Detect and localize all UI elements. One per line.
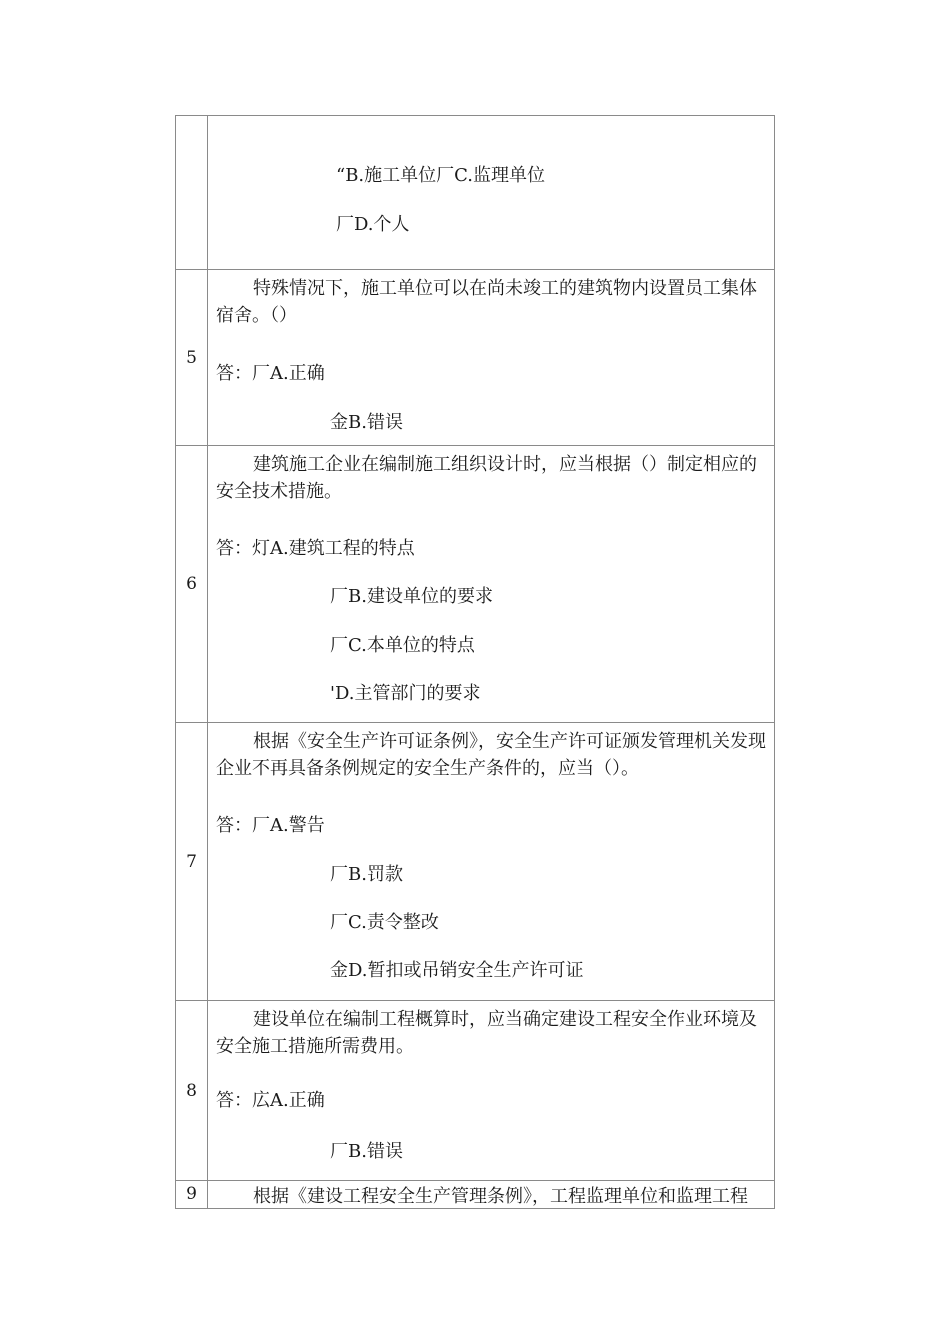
question-stem: 根据《建设工程安全生产管理条例》，工程监理单位和监理工程 (253, 1186, 748, 1207)
question-number: 9 (176, 1181, 208, 1209)
option-b: 厂B.建设单位的要求 (330, 586, 493, 607)
option-c: 厂C.责令整改 (330, 912, 439, 933)
question-cell (208, 270, 775, 446)
question-cell (208, 446, 775, 723)
question-stem: 特殊情况下，施工单位可以在尚未竣工的建筑物内设置员工集体宿舍。（） (216, 278, 757, 326)
option-b: 厂B.罚款 (330, 864, 403, 885)
question-stem: 根据《安全生产许可证条例》，安全生产许可证颁发管理机关发现企业不再具备条例规定的安全生产条件的，应当（）。 (216, 731, 766, 779)
option-d: 'D.主管部门的要求 (330, 683, 481, 704)
table-row (176, 1181, 775, 1209)
question-number: 7 (176, 723, 208, 1001)
option-d: 厂D.个人 (336, 214, 410, 235)
question-number: 5 (176, 270, 208, 446)
answer-option-a: 答：灯A.建筑工程的特点 (216, 538, 415, 559)
answer-option-a: 答：広A.正确 (216, 1090, 325, 1111)
option-c: 厂C.本单位的特点 (330, 635, 475, 656)
question-number: 8 (176, 1001, 208, 1181)
question-cell (208, 723, 775, 1001)
question-cell (208, 116, 775, 270)
table-row (176, 116, 775, 270)
question-cell (208, 1181, 775, 1209)
question-number: 6 (176, 446, 208, 723)
question-number (176, 116, 208, 270)
answer-option-a: 答：厂A.警告 (216, 815, 325, 836)
question-stem: 建筑施工企业在编制施工组织设计时，应当根据（）制定相应的安全技术措施。 (216, 454, 757, 502)
table-row (176, 446, 775, 723)
answer-option-a: 答：厂A.正确 (216, 363, 325, 384)
option-d: 金D.暂扣或吊销安全生产许可证 (330, 960, 584, 981)
option-b: 厂B.错误 (330, 1141, 403, 1162)
question-cell (208, 1001, 775, 1181)
question-table (175, 115, 775, 1209)
table-row (176, 270, 775, 446)
question-stem: 建设单位在编制工程概算时，应当确定建设工程安全作业环境及安全施工措施所需费用。 (216, 1009, 757, 1057)
table-row (176, 1001, 775, 1181)
option-b: 金B.错误 (330, 412, 403, 433)
option-b-c: “B.施工单位厂C.监理单位 (336, 165, 546, 186)
table-row (176, 723, 775, 1001)
